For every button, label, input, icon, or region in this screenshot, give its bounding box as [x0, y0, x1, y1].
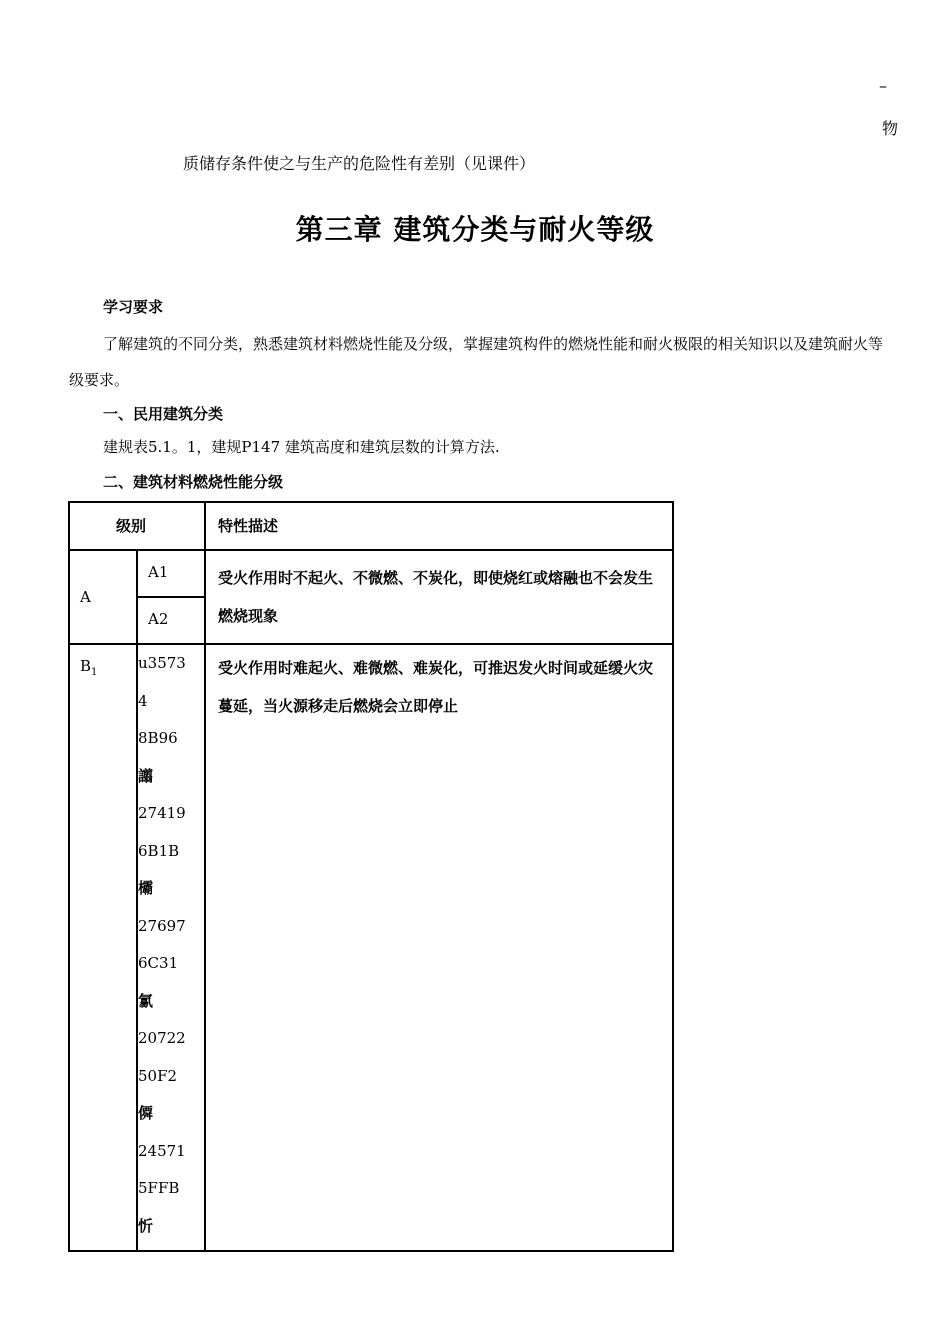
grade-b1-cell	[69, 644, 137, 1251]
section-1-text: 建规表5.1。1，建规P147 建筑高度和建筑层数的计算方法.	[103, 438, 500, 456]
grade-a2-cell	[137, 597, 205, 644]
code-text: 50F2	[138, 1066, 178, 1085]
code-text: 6C31	[138, 954, 179, 972]
code-glyph: 忻	[138, 1216, 154, 1235]
code-text: 8B96	[138, 729, 178, 747]
study-requirements-text: 了解建筑的不同分类，熟悉建筑材料燃烧性能及分级，掌握建筑构件的燃烧性能和耐火极限的相关知识以及建筑耐火等级要求。	[69, 335, 884, 389]
grade-b1-label: $B_1$	[80, 657, 98, 678]
grade-a-description: 受火作用时不起火、不微燃、不炭化，即使烧红或熔融也不会发生燃烧现象	[218, 569, 654, 625]
table-row	[69, 644, 673, 1251]
corner-dash: –	[879, 76, 887, 95]
grade-a-label: A	[80, 588, 91, 606]
code-glyph: 氱	[138, 991, 154, 1010]
code-text: 27697	[138, 916, 186, 935]
header-level-label: 级别	[116, 517, 147, 535]
grade-a2-label: A2	[148, 610, 169, 628]
table-row	[69, 550, 673, 597]
header-desc-cell	[205, 502, 673, 550]
section-2-title: 二、建筑材料燃烧性能分级	[103, 473, 284, 491]
code-glyph: 僲	[138, 1104, 154, 1122]
table-header-row	[69, 502, 673, 550]
header-level-cell	[69, 502, 205, 550]
grade-a1-label: A1	[148, 563, 169, 581]
header-desc-label: 特性描述	[218, 517, 279, 535]
grade-a-cell	[69, 550, 137, 644]
code-glyph: 欛	[138, 879, 154, 897]
code-glyph: 譾	[138, 766, 154, 785]
chapter-title: 第三章 建筑分类与耐火等级	[295, 213, 655, 246]
section-1-title: 一、民用建筑分类	[103, 405, 224, 423]
grade-a-desc-cell	[205, 550, 673, 644]
grade-b1-description: 受火作用时难起火、难微燃、难炭化，可推迟发火时间或延缓火灾蔓延，当火源移走后燃烧会立即停止	[218, 659, 654, 715]
code-text: 4	[138, 691, 148, 710]
grade-a1-cell	[137, 550, 205, 597]
grade-b1-code-cell	[137, 644, 205, 1251]
code-text: 5FFB	[138, 1179, 180, 1197]
code-text: 6B1B	[138, 841, 180, 860]
corner-character: 物	[882, 119, 899, 138]
code-text: 24571	[138, 1141, 186, 1160]
grade-b1-desc-cell	[205, 644, 673, 1251]
code-text: 27419	[138, 804, 186, 822]
continued-text-line: 质储存条件使之与生产的危险性有差别（见课件）	[183, 154, 536, 173]
code-text: u3573	[138, 654, 186, 672]
code-text: 20722	[138, 1029, 186, 1047]
combustion-grade-table	[68, 501, 674, 1252]
study-requirements-heading: 学习要求	[103, 298, 164, 316]
